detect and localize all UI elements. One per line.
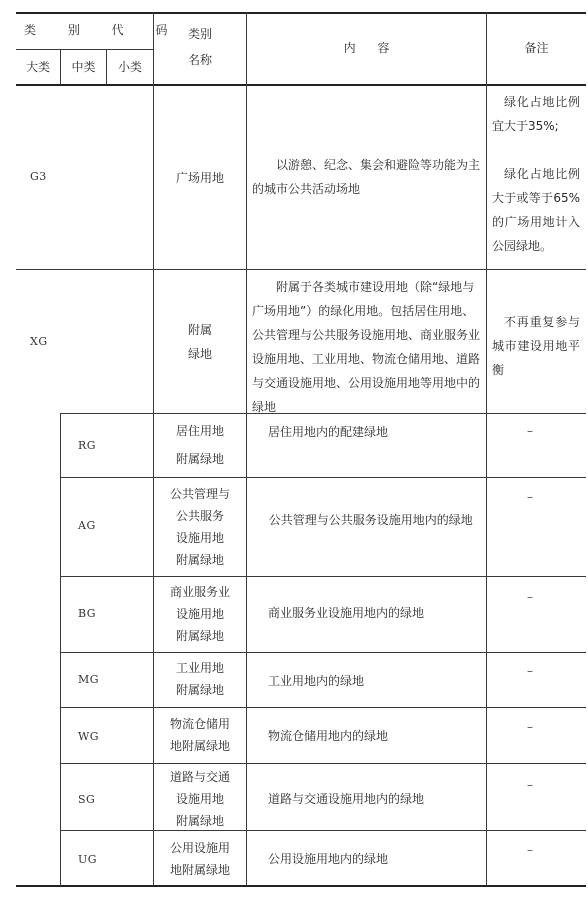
name-xg-line1: 附属 — [187, 323, 212, 337]
remark-bg: – — [527, 590, 533, 604]
name-ag-line4: 附属绿地 — [175, 553, 224, 567]
name-sg-line2: 设施用地 — [175, 792, 224, 806]
code-ug: UG — [78, 853, 98, 866]
header-minor: 小类 — [117, 60, 142, 74]
header-medium: 中类 — [71, 60, 96, 74]
name-ug-line2: 地附属绿地 — [169, 863, 230, 877]
remark-rg: – — [527, 424, 533, 438]
name-mg-line2: 附属绿地 — [175, 683, 224, 697]
name-bg-line3: 附属绿地 — [175, 629, 224, 643]
row-wg-bottom — [60, 763, 586, 764]
header-code-group: 类 别 代 码 — [24, 23, 182, 37]
row-ag-bottom — [60, 576, 586, 577]
name-rg-line1: 居住用地 — [175, 424, 224, 438]
name-ag-line3: 设施用地 — [175, 531, 224, 545]
name-wg-line1: 物流仓储用 — [169, 717, 230, 731]
content-mg: 工业用地内的绿地 — [268, 674, 365, 688]
remark-ug: – — [527, 843, 533, 857]
row-bg-bottom — [60, 652, 586, 653]
content-ag: 公共管理与公共服务设施用地内的绿地 — [268, 513, 473, 527]
content-xg: 附属于各类城市建设用地（除“绿地与广场用地”）的绿化用地。包括居住用地、公共管理与公共服务设施用地、商业服务业设施用地、工业用地、物流仓储用地、道路与交通设施用地、公用设施用地等用地中的绿地 — [252, 280, 481, 414]
name-mg-line1: 工业用地 — [175, 661, 224, 675]
content-bg: 商业服务业设施用地内的绿地 — [268, 606, 425, 620]
remark-sg: – — [527, 778, 533, 792]
header-name-line1: 类别 — [187, 27, 212, 41]
code-rg: RG — [78, 439, 97, 452]
name-ug-line1: 公用设施用 — [169, 841, 230, 855]
content-g3: 以游憩、纪念、集会和避险等功能为主的城市公共活动场地 — [252, 158, 481, 196]
medium-code-divider — [60, 413, 61, 886]
name-xg-line2: 绿地 — [187, 347, 212, 361]
remark-wg: – — [527, 720, 533, 734]
code-g3: G3 — [30, 170, 47, 183]
table-bottom-border — [16, 885, 586, 887]
content-remark-divider — [486, 12, 487, 886]
name-bg-line1: 商业服务业 — [169, 585, 230, 599]
name-ag-line1: 公共管理与 — [169, 487, 230, 501]
header-content: 内 容 — [343, 41, 390, 55]
row-g3-bottom — [16, 269, 586, 270]
header-code-divider — [16, 49, 153, 50]
header-name-line2: 名称 — [187, 53, 212, 67]
row-mg-bottom — [60, 707, 586, 708]
remark-g3-a: 绿化占地比例宜大于35%; — [492, 95, 580, 133]
content-wg: 物流仓储用地内的绿地 — [268, 729, 389, 743]
content-ug: 公用设施用地内的绿地 — [268, 852, 389, 866]
name-content-divider — [246, 12, 247, 886]
header-bottom-border — [16, 84, 586, 86]
table-top-border — [16, 12, 586, 14]
code-wg: WG — [78, 730, 100, 743]
code-sg: SG — [78, 793, 96, 806]
name-rg-line2: 附属绿地 — [175, 452, 224, 466]
code-bg: BG — [78, 607, 97, 620]
row-sg-bottom — [60, 830, 586, 831]
code-xg: XG — [30, 335, 48, 348]
name-sg-line3: 附属绿地 — [175, 814, 224, 828]
content-rg: 居住用地内的配建绿地 — [268, 425, 389, 439]
row-rg-bottom — [60, 477, 586, 478]
remark-ag: – — [527, 490, 533, 504]
header-remark: 备注 — [524, 41, 549, 55]
remark-xg: 不再重复参与城市建设用地平衡 — [492, 315, 580, 377]
code-mg: MG — [78, 673, 100, 686]
name-wg-line2: 地附属绿地 — [169, 739, 230, 753]
name-ag-line2: 公共服务 — [175, 509, 224, 523]
name-bg-line2: 设施用地 — [175, 607, 224, 621]
remark-g3-b: 绿化占地比例大于或等于65%的广场用地计入公园绿地。 — [492, 167, 580, 253]
header-major: 大类 — [25, 60, 50, 74]
content-sg: 道路与交通设施用地内的绿地 — [268, 792, 425, 806]
name-sg-line1: 道路与交通 — [169, 770, 230, 784]
remark-mg: – — [527, 664, 533, 678]
code-ag: AG — [78, 519, 96, 532]
name-g3: 广场用地 — [175, 171, 224, 185]
